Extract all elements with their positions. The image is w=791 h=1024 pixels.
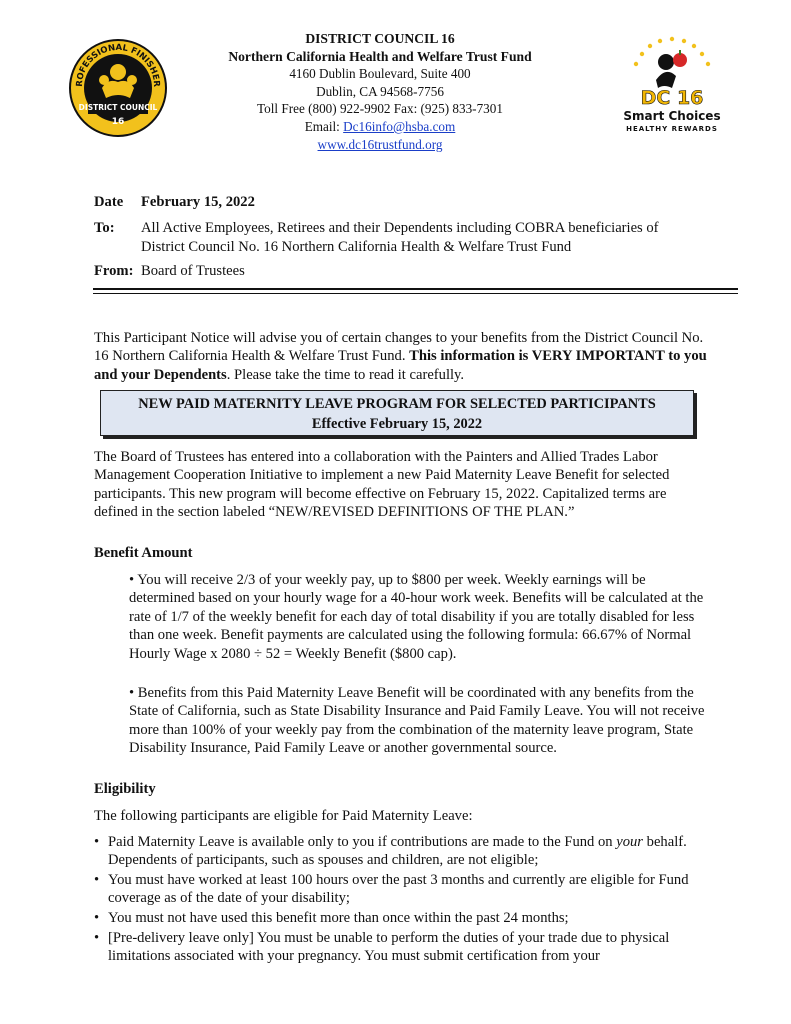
eligibility-intro: The following participants are eligible for Paid Maternity Leave: bbox=[94, 808, 473, 824]
item3-text: You must not have used this benefit more than once within the past 24 months; bbox=[108, 910, 569, 926]
logo-arc-text: ROFESSIONAL FINISHER bbox=[74, 42, 162, 88]
org-name-line1: DISTRICT COUNCIL 16 bbox=[305, 31, 455, 46]
intro-text: This Participant Notice will advise you of certain changes to your benefits from the District Council No. 16 Northern California Health & Welfare Trust Fund. bbox=[94, 330, 704, 365]
item1-part-b: behalf. Dependents of participants, such as spouses and children, are not eligible; bbox=[108, 834, 687, 869]
bullet-icon: • bbox=[94, 834, 100, 850]
district-council-logo bbox=[68, 28, 168, 144]
overview-paragraph: The Board of Trustees has entered into a collaboration with the Painters and Allied Trades Labor Management Cooperation Initiative to implement a new Paid Maternity Leave Benefit for selected participants. This new program will become effective on February 15, 2022. Capitalized terms are defined in the section labeled “NEW/REVISED DEFINITIONS OF THE PLAN.” bbox=[94, 449, 670, 521]
logo-band-text: DISTRICT COUNCIL bbox=[78, 103, 158, 112]
header-divider bbox=[93, 288, 738, 290]
banner-title: NEW PAID MATERNITY LEAVE PROGRAM FOR SELECTED PARTICIPANTS bbox=[138, 396, 656, 412]
to-value-line1: All Active Employees, Retirees and their Dependents including COBRA beneficiaries of bbox=[141, 220, 659, 236]
from-label: From: bbox=[94, 263, 134, 279]
address-line2: Dublin, CA 94568-7756 bbox=[316, 83, 444, 99]
website-line bbox=[190, 136, 570, 154]
logo-healthy-rewards-text: HEALTHY REWARDS bbox=[626, 125, 718, 133]
item2-text: You must have worked at least 100 hours over the past 3 months and currently are eligible for Fund coverage as of the date of your disability; bbox=[108, 872, 689, 907]
benefit-item-2: • Benefits from this Paid Maternity Leave Benefit will be coordinated with any benefits from the State of California, such as State Disability Insurance and Paid Family Leave. You will not receive more than 100% of your weekly pay from the combination of the maternity leave program, State Disability Insurance, Paid Family Leave or another governmental source. bbox=[129, 685, 705, 757]
section-banner bbox=[100, 390, 694, 436]
date-label: Date bbox=[94, 194, 124, 210]
letterhead bbox=[190, 30, 570, 153]
intro-paragraph bbox=[94, 329, 709, 384]
item1-part-a: Paid Maternity Leave is available only to you if contributions are made to the Fund on bbox=[108, 834, 617, 850]
bullet-icon: • bbox=[94, 930, 100, 946]
website-link[interactable]: www.dc16trustfund.org bbox=[317, 136, 443, 152]
to-value-line2: District Council No. 16 Northern California Health & Welfare Trust Fund bbox=[141, 239, 572, 255]
address-line1: 4160 Dublin Boulevard, Suite 400 bbox=[289, 66, 471, 82]
header-divider-thin bbox=[93, 293, 738, 294]
benefit-item-1: • You will receive 2/3 of your weekly pay, up to $800 per week. Weekly earnings will be determined based on your hourly wage for a 40-hour work week. Benefits will be calculated at the rate of 1/7 of the weekly benefit for each day of total disability if you are totally disabled for less than one week. Benefit payments are calculated using the following formula: 66.67% of Normal Hourly Wage x 2080 ÷ 52 = Weekly Benefit ($800 cap). bbox=[129, 572, 704, 662]
logo-smart-choices-text: Smart Choices bbox=[623, 109, 721, 123]
item1-emphasis: your bbox=[616, 834, 643, 850]
banner-subtitle: Effective February 15, 2022 bbox=[311, 416, 483, 432]
from-value: Board of Trustees bbox=[141, 263, 245, 279]
org-name-line2: Northern California Health and Welfare Trust Fund bbox=[228, 48, 532, 64]
benefit-amount-heading: Benefit Amount bbox=[94, 545, 193, 561]
logo-number: 16 bbox=[111, 117, 125, 127]
intro-bold: This information is VERY IMPORTANT to you and your Dependents bbox=[94, 348, 707, 383]
eligibility-heading: Eligibility bbox=[94, 781, 156, 797]
bullet-icon: • bbox=[94, 872, 100, 888]
smart-choices-logo bbox=[612, 36, 732, 136]
bullet-icon: • bbox=[94, 910, 100, 926]
email-link[interactable]: Dc16info@hsba.com bbox=[343, 118, 456, 134]
phone-fax: Toll Free (800) 922-9902 Fax: (925) 833-7301 bbox=[257, 101, 503, 117]
date-value: February 15, 2022 bbox=[141, 194, 255, 210]
email-line bbox=[190, 118, 570, 136]
to-label: To: bbox=[94, 220, 115, 236]
email-label: Email: bbox=[304, 118, 344, 134]
item4-text: [Pre-delivery leave only] You must be unable to perform the duties of your trade due to physical limitations associated with your pregnancy. You must submit certification from your bbox=[108, 930, 670, 965]
intro-tail: . Please take the time to read it carefully. bbox=[226, 366, 465, 383]
logo-dc16-text: DC 16 bbox=[640, 87, 704, 109]
